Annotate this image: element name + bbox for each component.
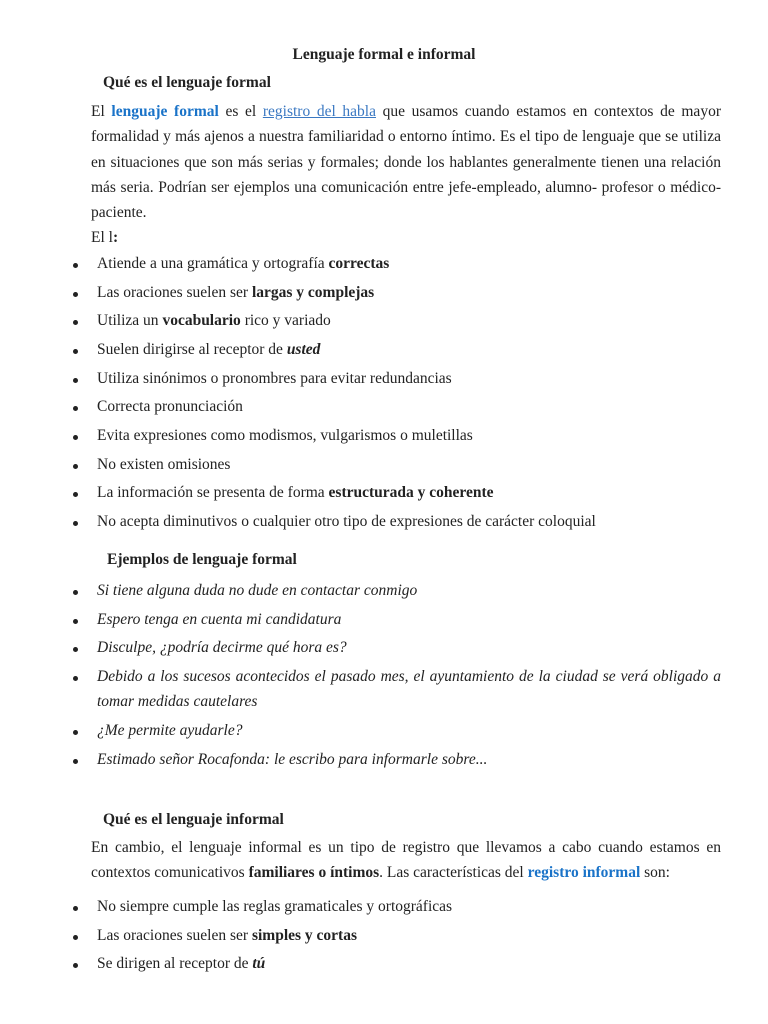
bullet-icon — [73, 349, 78, 354]
list-item-text: Utiliza sinónimos o pronombres para evitar redundancias — [97, 370, 452, 387]
bullet-icon — [73, 435, 78, 440]
list-item-text: Suelen dirigirse al receptor de usted — [97, 341, 321, 358]
bullet-icon — [73, 464, 78, 469]
informal-intro-paragraph — [91, 835, 721, 886]
document-title: Lenguaje formal e informal — [292, 46, 476, 63]
list-item-text: Correcta pronunciación — [97, 398, 243, 415]
link-registro-informal[interactable]: registro informal — [527, 864, 641, 882]
list-item-text: Las oraciones suelen ser largas y complejas — [97, 284, 375, 301]
link-registro-del-habla[interactable]: registro del habla — [262, 103, 376, 120]
list-item-text: Evita expresiones como modismos, vulgarismos o muletillas — [97, 427, 473, 444]
list-item-text: Se dirigen al receptor de tú — [97, 955, 266, 972]
bullet-icon — [73, 619, 78, 624]
link-lenguaje-formal[interactable]: lenguaje formal — [111, 103, 219, 120]
bullet-icon — [73, 406, 78, 411]
bullet-icon — [73, 263, 78, 268]
list-item-text: No acepta diminutivos o cualquier otro tipo de expresiones de carácter coloquial — [97, 513, 596, 530]
el-l-line — [91, 229, 118, 247]
informal-intro-text-3: son: — [640, 864, 670, 882]
bullet-icon — [73, 935, 78, 940]
bullet-icon — [73, 292, 78, 297]
list-item-text: Estimado señor Rocafonda: le escribo para informarle sobre... — [97, 751, 488, 768]
list-item-text: Utiliza un vocabulario rico y variado — [97, 312, 331, 329]
informal-intro-text-1: En cambio, el lenguaje informal es un tipo de registro que llevamos a cabo cuando estamos en contextos comunicativos — [91, 839, 721, 882]
informal-intro-bold: familiares o íntimos — [248, 864, 380, 882]
bullet-icon — [73, 963, 78, 968]
list-item-text: La información se presenta de forma estructurada y coherente — [97, 484, 494, 501]
bullet-icon — [73, 378, 78, 383]
bullet-icon — [73, 906, 78, 911]
formal-intro-text-1: El — [91, 103, 112, 120]
informal-intro-text-2: . Las características del — [379, 864, 528, 882]
list-item-text: No existen omisiones — [97, 456, 231, 473]
bullet-icon — [73, 647, 78, 652]
list-item-text: Atiende a una gramática y ortografía correctas — [97, 255, 390, 272]
formal-intro-paragraph — [91, 99, 721, 225]
list-item-text: ¿Me permite ayudarle? — [97, 722, 243, 739]
list-item-text: Espero tenga en cuenta mi candidatura — [97, 611, 342, 628]
formal-intro-text-2: es el — [218, 103, 263, 120]
bullet-icon — [73, 320, 78, 325]
heading-formal: Qué es el lenguaje formal — [103, 74, 271, 91]
bullet-icon — [73, 492, 78, 497]
list-item-text: Las oraciones suelen ser simples y cortas — [97, 927, 357, 944]
bullet-icon — [73, 676, 78, 681]
bullet-icon — [73, 521, 78, 526]
el-l-text: El l — [91, 229, 113, 246]
formal-intro-text-3: que usamos cuando estamos en contextos de mayor formalidad y más ajenos a nuestra familiaridad o entorno íntimo. Es el tipo de lenguaje que se utiliza en situaciones que son más serias y formales; donde los hablantes generalmente tienen una relación más seria. Podrían ser ejemplos una comunicación entre jefe-empleado, alumno- profesor o médico-paciente. — [91, 103, 721, 222]
heading-informal: Qué es el lenguaje informal — [103, 811, 284, 828]
list-item-text: Debido a los sucesos acontecidos el pasado mes, el ayuntamiento de la ciudad se verá obligado a tomar medidas cautelares — [97, 668, 721, 711]
bullet-icon — [73, 759, 78, 764]
list-item-text: No siempre cumple las reglas gramaticales y ortográficas — [97, 898, 453, 915]
bullet-icon — [73, 590, 78, 595]
list-item-text: Si tiene alguna duda no dude en contactar conmigo — [97, 582, 418, 599]
bullet-icon — [73, 730, 78, 735]
list-item-text: Disculpe, ¿podría decirme qué hora es? — [97, 639, 347, 656]
el-l-colon: : — [112, 229, 119, 246]
heading-examples: Ejemplos de lenguaje formal — [107, 551, 297, 568]
